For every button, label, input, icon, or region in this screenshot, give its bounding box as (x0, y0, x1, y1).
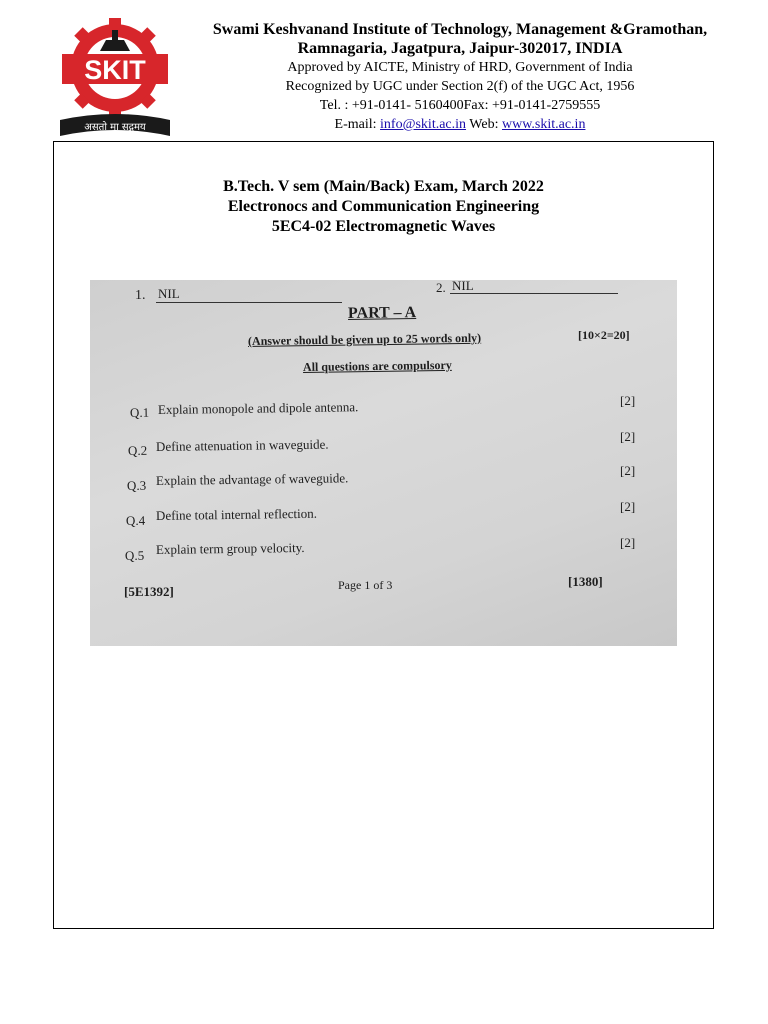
paper-code: [5E1392] (124, 584, 174, 599)
question-2-marks: [2] (620, 429, 636, 444)
question-2-text: Define attenuation in waveguide. (155, 436, 329, 454)
email-label: E-mail: (334, 117, 377, 132)
field-2-underline (450, 293, 618, 294)
web-link[interactable]: www.skit.ac.in (501, 117, 586, 132)
part-heading: PART – A (347, 304, 417, 322)
exam-name: B.Tech. V sem (Main/Back) Exam, March 2022 (223, 178, 544, 195)
question-4-marks: [2] (620, 499, 636, 514)
approval-line: Approved by AICTE, Ministry of HRD, Government of India (287, 60, 633, 75)
question-4-text: Define total internal reflection. (155, 505, 318, 523)
question-1-number: Q.1 (129, 404, 150, 420)
question-3-number: Q.3 (126, 477, 147, 493)
question-4-number: Q.4 (125, 512, 146, 528)
email-link[interactable]: info@skit.ac.in (380, 117, 467, 132)
question-2-number: Q.2 (127, 442, 148, 458)
institute-header (170, 20, 750, 134)
exam-branch: Electronocs and Communication Engineering (227, 198, 540, 215)
phone-fax-line: Tel. : +91-0141- 5160400Fax: +91-0141-2759555 (319, 98, 601, 113)
page-number: Page 1 of 3 (338, 578, 393, 592)
logo-text: SKIT (84, 55, 146, 85)
question-3-text: Explain the advantage of waveguide. (155, 470, 349, 488)
question-1-marks: [2] (620, 393, 636, 408)
instruction-text: (Answer should be given up to 25 words only) (247, 330, 482, 348)
question-5-marks: [2] (620, 535, 636, 550)
web-label: Web: (469, 117, 499, 132)
exam-subject: 5EC4-02 Electromagnetic Waves (271, 218, 496, 235)
question-paper-photo (90, 280, 677, 646)
compulsory-note: All questions are compulsory (302, 357, 452, 374)
contact-line (170, 115, 750, 134)
skit-logo (56, 16, 174, 140)
total-marks: [10×2=20] (578, 328, 630, 342)
field-1-value: NIL (158, 286, 180, 301)
institute-name: Swami Keshvanand Institute of Technology, Management &Gramothan, (212, 21, 708, 38)
institute-address: Ramnagaria, Jagatpura, Jaipur-302017, INDIA (297, 40, 623, 57)
logo-motto: असतो मा सद्गमय (84, 122, 146, 133)
field-2-number: 2. (436, 280, 446, 295)
question-5-number: Q.5 (124, 547, 145, 563)
exam-title (53, 177, 714, 237)
field-1-number: 1. (135, 288, 146, 303)
field-2-value: NIL (452, 280, 474, 293)
field-1-underline (156, 302, 342, 303)
question-1-text: Explain monopole and dipole antenna. (157, 399, 359, 417)
question-3-marks: [2] (620, 463, 636, 478)
paper-id: [1380] (568, 574, 603, 589)
recognition-line: Recognized by UGC under Section 2(f) of the UGC Act, 1956 (285, 79, 635, 94)
question-5-text: Explain term group velocity. (155, 539, 305, 557)
